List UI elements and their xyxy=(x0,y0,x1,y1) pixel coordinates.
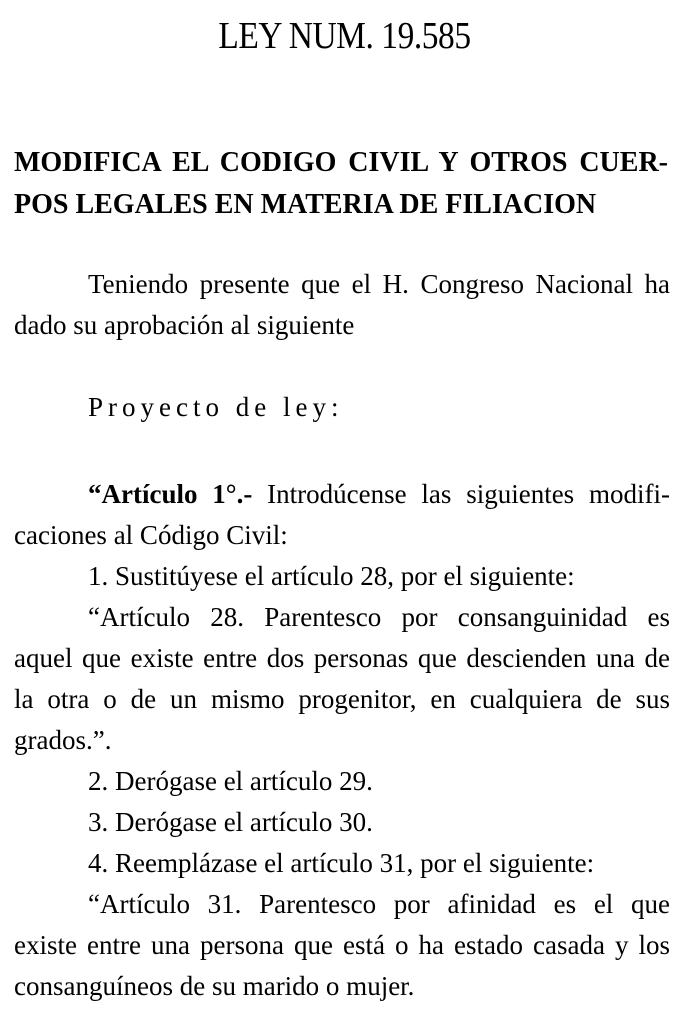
article-1 xyxy=(14,474,670,1007)
proyecto-heading xyxy=(14,387,670,428)
art31-line-3: consanguíneos de su marido o mujer. xyxy=(14,971,415,1001)
art28-line-3: la otra o de un mismo progenitor, en cualquiera de sus xyxy=(14,684,670,714)
art31-line-1: “Artículo 31. Parentesco por afinidad es el que xyxy=(88,889,670,919)
item-4: 4. Reemplázase el artículo 31, por el siguiente: xyxy=(88,848,595,878)
subtitle-line-2: POS LEGALES EN MATERIA DE FILIACION xyxy=(14,189,597,220)
article-1-line-1-rest: Introdúcense las siguientes modifi- xyxy=(252,479,670,509)
law-subtitle xyxy=(14,142,668,226)
article-1-line-2: caciones al Código Civil: xyxy=(14,520,288,550)
intro-paragraph xyxy=(14,264,670,346)
article-1-open-quote: “ xyxy=(88,479,102,509)
intro-line-1: Teniendo presente que el H. Congreso Nacional ha xyxy=(88,269,670,299)
art28-line-4: grados.”. xyxy=(14,725,112,755)
art28-line-2: aquel que existe entre dos personas que descienden una de xyxy=(14,643,670,673)
article-1-label: Artículo 1°.- xyxy=(101,479,253,509)
law-number-title: LEY NUM. 19.585 xyxy=(218,15,471,57)
item-1: 1. Sustitúyese el artículo 28, por el siguiente: xyxy=(88,561,575,591)
art28-line-1: “Artículo 28. Parentesco por consanguinidad es xyxy=(88,602,670,632)
item-2: 2. Derógase el artículo 29. xyxy=(88,766,373,796)
item-3: 3. Derógase el artículo 30. xyxy=(88,807,373,837)
intro-line-2: dado su aprobación al siguiente xyxy=(14,310,355,340)
subtitle-line-1: MODIFICA EL CODIGO CIVIL Y OTROS CUER- xyxy=(14,147,668,178)
proyecto-heading-text: Proyecto de ley: xyxy=(88,392,344,422)
article-1-line-1 xyxy=(14,474,670,515)
art31-line-2: existe entre una persona que está o ha estado casada y los xyxy=(14,930,670,960)
